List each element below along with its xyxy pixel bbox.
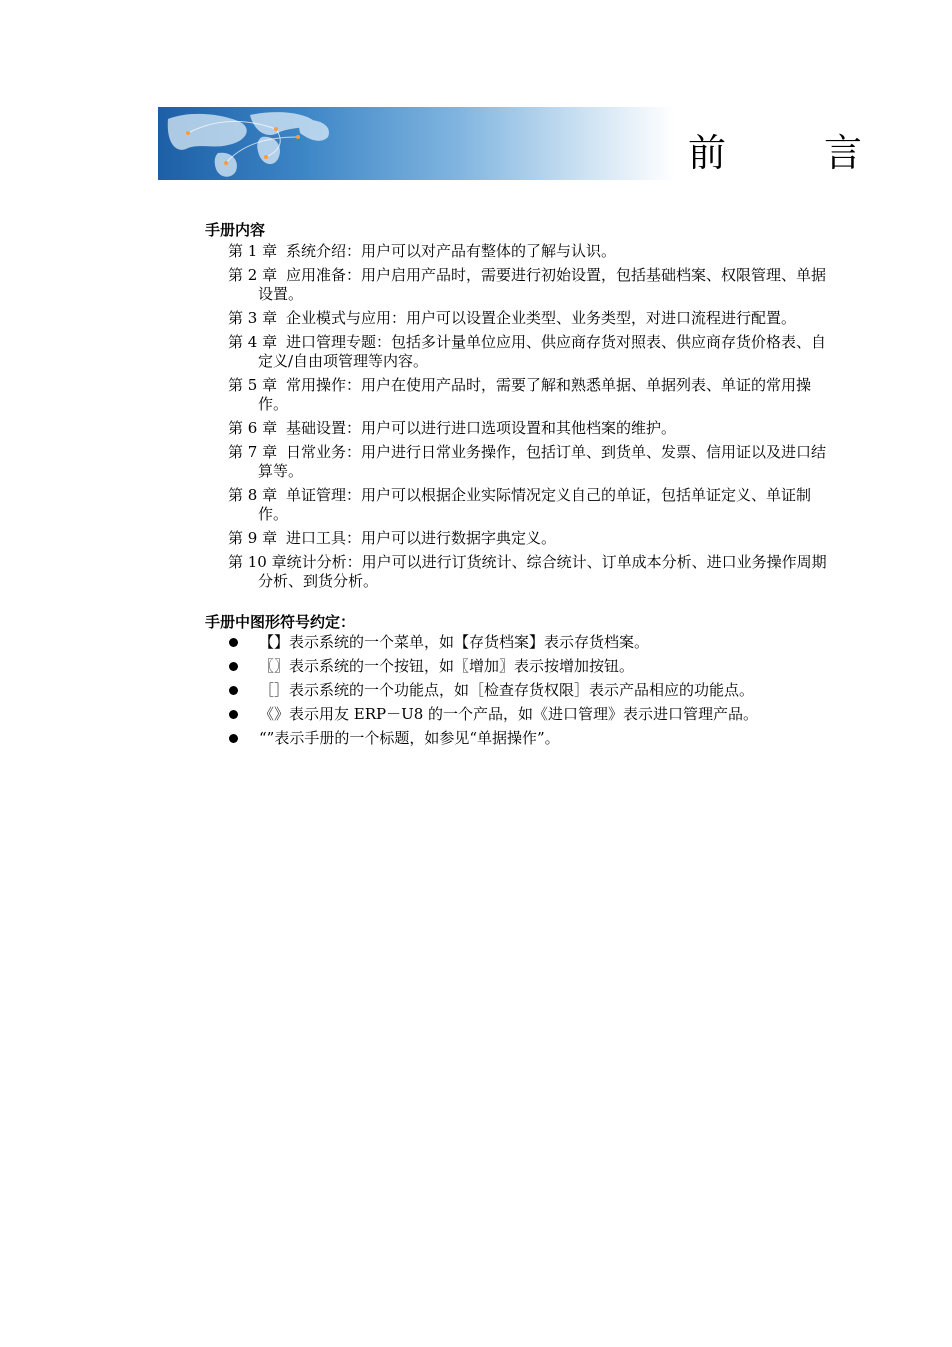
- symbol-item: [228, 681, 838, 700]
- chapter-number: 第 8 章: [228, 486, 278, 504]
- chapter-description: 应用准备：用户启用产品时，需要进行初始设置，包括基础档案、权限管理、单据设置。: [258, 266, 827, 303]
- symbol-text: 《》表示用友 ERP－U8 的一个产品，如《进口管理》表示进口管理产品。: [259, 705, 759, 723]
- chapter-item: [228, 486, 832, 524]
- page-title: 前 言: [688, 131, 893, 175]
- chapter-description: 进口工具：用户可以进行数据字典定义。: [286, 529, 557, 547]
- chapter-description: 进口管理专题：包括多计量单位应用、供应商存货对照表、供应商存货价格表、自定义/自由项管理等内容。: [258, 333, 827, 370]
- bullet-icon: [229, 686, 238, 695]
- symbol-text: “”表示手册的一个标题，如参见“单据操作”。: [259, 729, 560, 747]
- symbol-text: ［］表示系统的一个功能点，如［检查存货权限］表示产品相应的功能点。: [259, 681, 755, 699]
- chapter-description: 日常业务：用户进行日常业务操作，包括订单、到货单、发票、信用证以及进口结算等。: [258, 443, 827, 480]
- chapter-description: 企业模式与应用：用户可以设置企业类型、业务类型，对进口流程进行配置。: [286, 309, 797, 327]
- symbol-text: 〖〗表示系统的一个按钮，如〖增加〗表示按增加按钮。: [259, 657, 635, 675]
- manual-contents-heading: 手册内容: [205, 221, 266, 239]
- chapter-item: [228, 242, 832, 261]
- chapter-item: [228, 266, 832, 304]
- chapter-item: [228, 376, 832, 414]
- chapter-list: [228, 242, 832, 596]
- chapter-item: [228, 553, 832, 591]
- chapter-number: 第 10 章: [228, 553, 287, 571]
- chapter-number: 第 9 章: [228, 529, 278, 547]
- chapter-item: [228, 333, 832, 371]
- bullet-icon: [229, 638, 238, 647]
- chapter-number: 第 4 章: [228, 333, 278, 351]
- chapter-number: 第 3 章: [228, 309, 278, 327]
- chapter-number: 第 6 章: [228, 419, 278, 437]
- symbol-item: [228, 705, 838, 724]
- symbols-heading: 手册中图形符号约定：: [205, 613, 356, 631]
- bullet-icon: [229, 734, 238, 743]
- chapter-number: 第 2 章: [228, 266, 278, 284]
- chapter-number: 第 1 章: [228, 242, 278, 260]
- symbol-item: [228, 633, 838, 652]
- chapter-item: [228, 529, 832, 548]
- chapter-description: 常用操作：用户在使用产品时，需要了解和熟悉单据、单据列表、单证的常用操作。: [258, 376, 812, 413]
- chapter-item: [228, 309, 832, 328]
- bullet-icon: [229, 662, 238, 671]
- symbol-item: [228, 729, 838, 748]
- chapter-item: [228, 419, 832, 438]
- symbol-text: 【】表示系统的一个菜单，如【存货档案】表示存货档案。: [259, 633, 650, 651]
- chapter-number: 第 5 章: [228, 376, 278, 394]
- symbol-item: [228, 657, 838, 676]
- symbol-list: [228, 633, 838, 753]
- chapter-item: [228, 443, 832, 481]
- chapter-description: 单证管理：用户可以根据企业实际情况定义自己的单证，包括单证定义、单证制作。: [258, 486, 812, 523]
- chapter-description: 系统介绍：用户可以对产品有整体的了解与认识。: [286, 242, 617, 260]
- chapter-description: 统计分析：用户可以进行订货统计、综合统计、订单成本分析、进口业务操作周期分析、到货分析。: [258, 553, 827, 590]
- chapter-number: 第 7 章: [228, 443, 278, 461]
- bullet-icon: [229, 710, 238, 719]
- chapter-description: 基础设置：用户可以进行进口选项设置和其他档案的维护。: [286, 419, 677, 437]
